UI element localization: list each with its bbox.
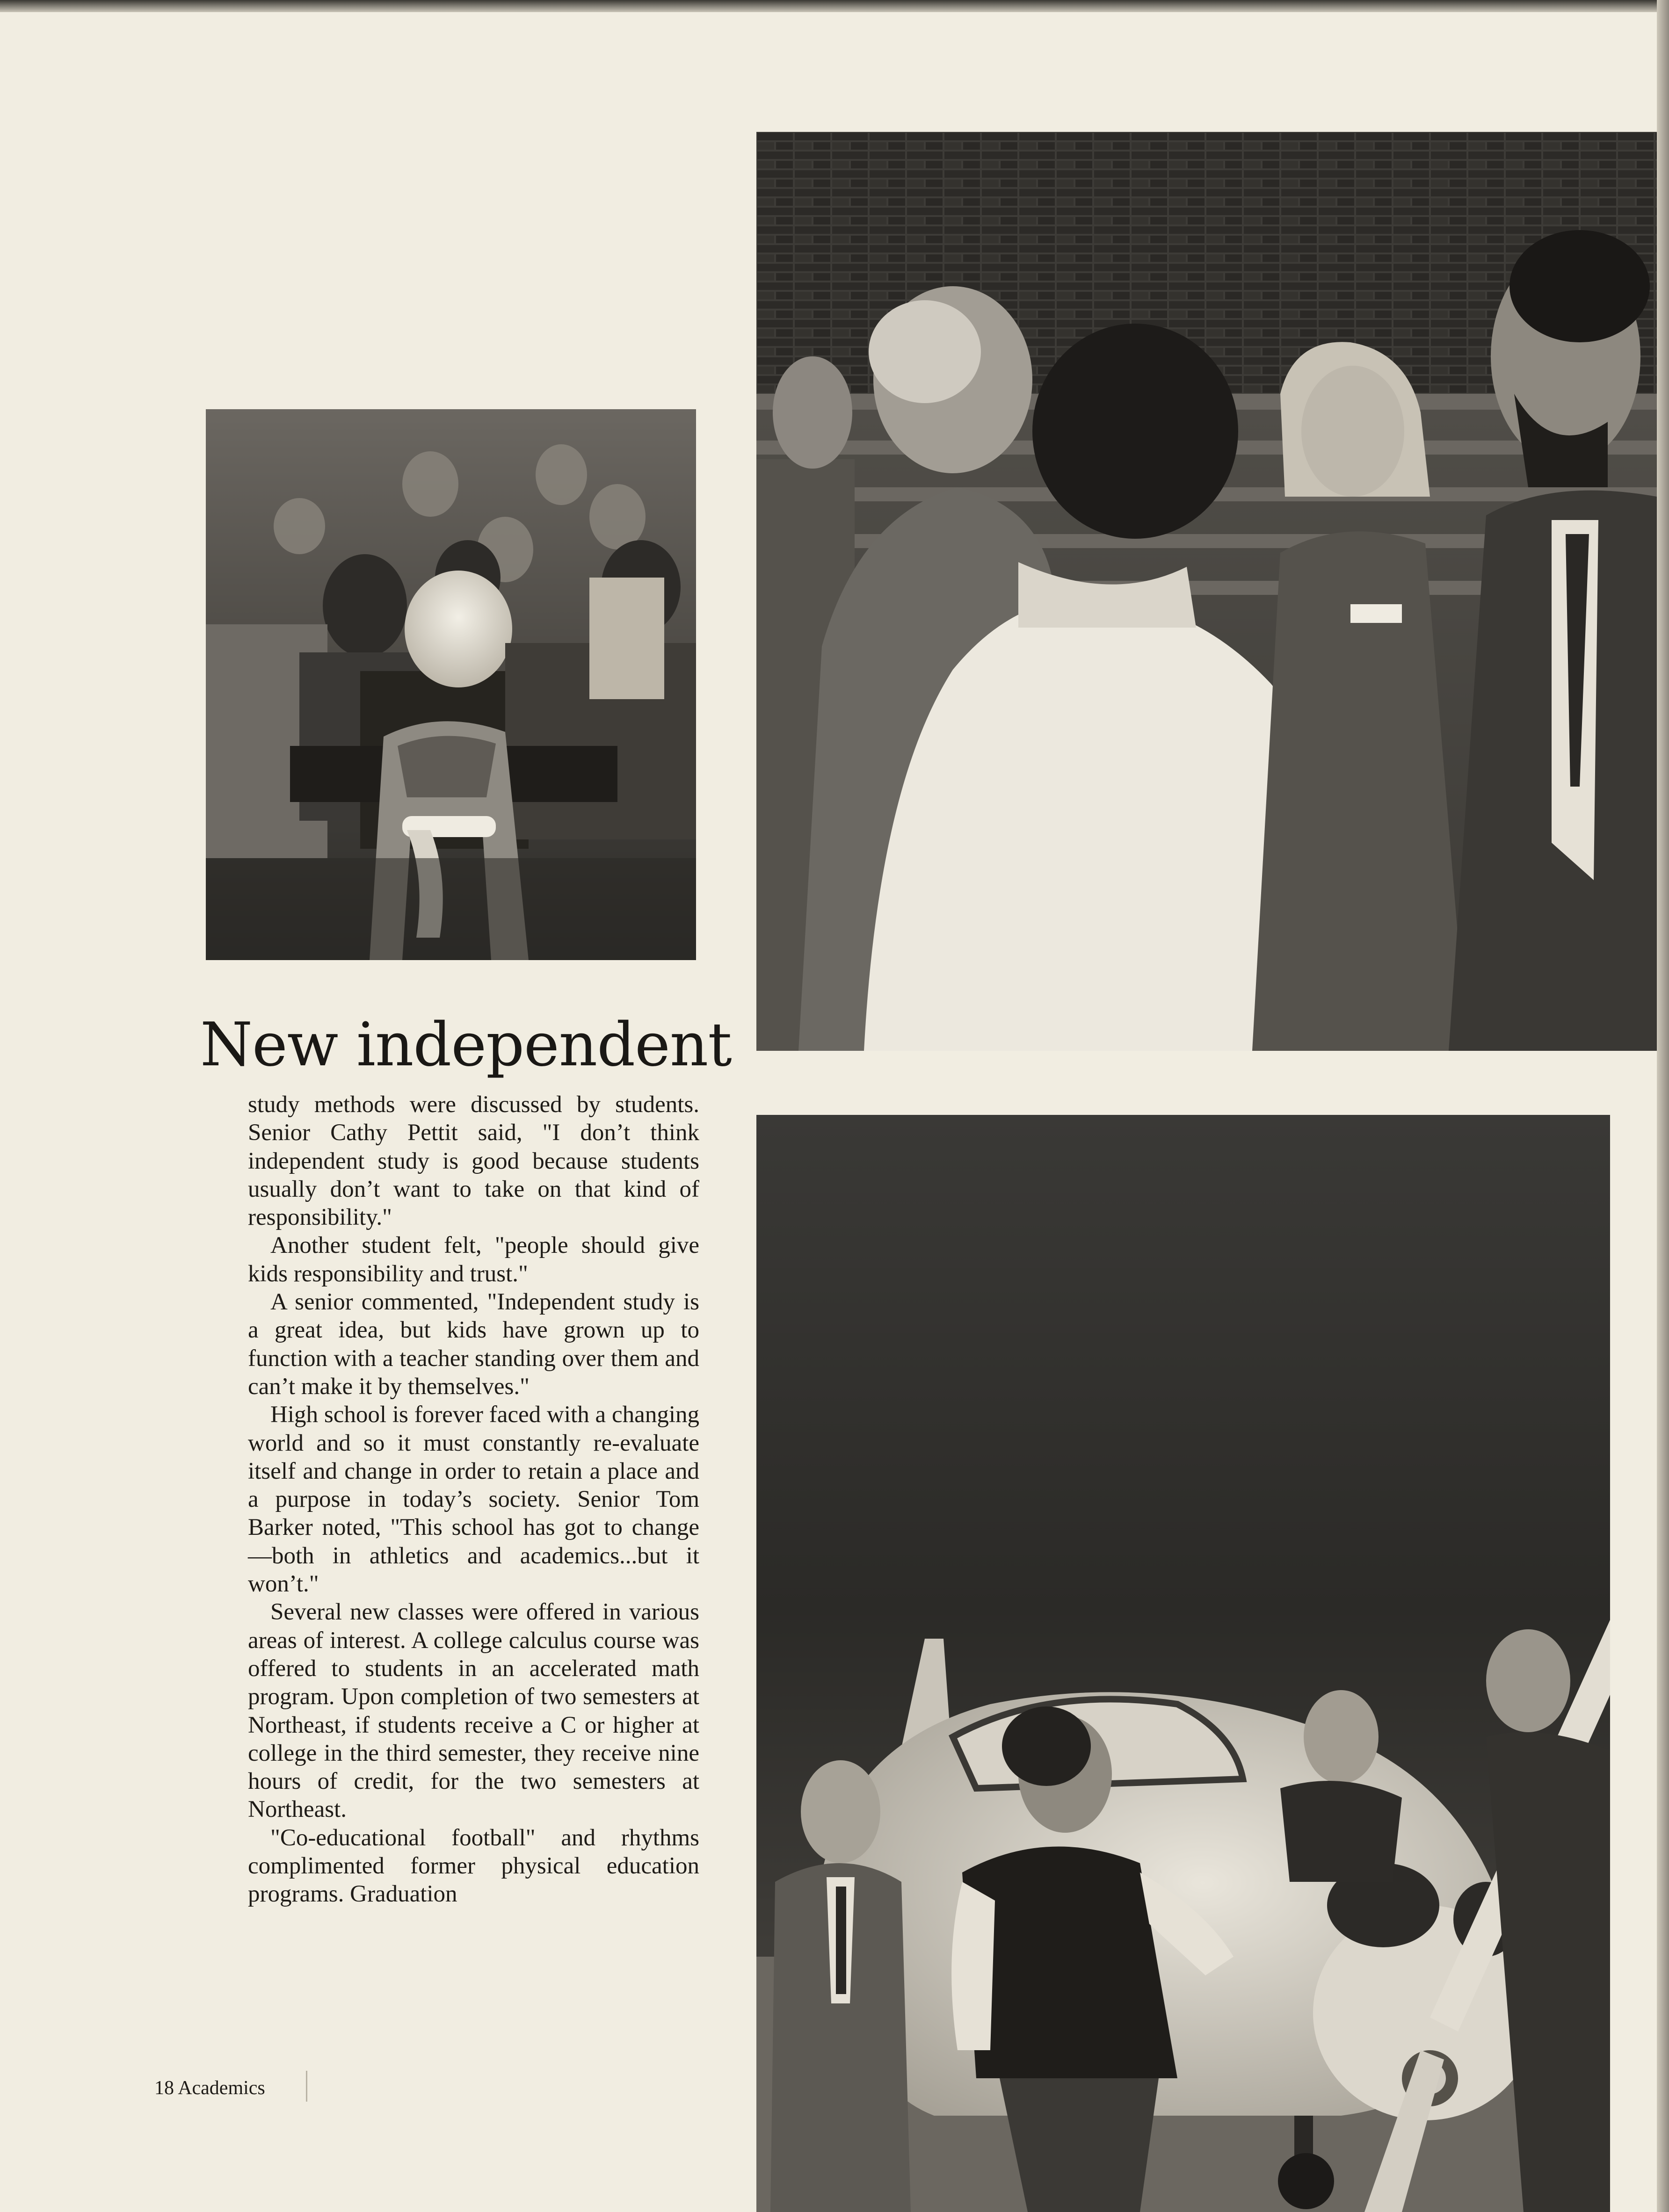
article-paragraph: study methods were discussed by students. Senior Cathy Pettit said, "I don’t think independent study is good because students usually don’t want to take on that kind of responsibility." — [248, 1092, 699, 1231]
article-paragraph: High school is forever faced with a changing world and so it must constantly re-evaluate itself and change in order to retain a place and a purpose in today’s society. Senior Tom Barker noted, "This school has got to change—both in athletics and academics...but it won’t." — [248, 1402, 699, 1598]
article-body — [248, 1091, 699, 1908]
article-paragraph: "Co-educational football" and rhythms complimented former physical education programs. Graduation — [248, 1824, 699, 1908]
airplane-photo — [756, 1115, 1610, 2212]
section-name: Academics — [178, 2077, 265, 2099]
students-studying-photo — [206, 409, 696, 960]
article-paragraph: Several new classes were offered in various areas of interest. A college calculus course was offered to students in an accelerated math program. Upon completion of two semesters at Northeast, if students receive a C or higher at college in the third semester, they receive nine hours of credit, for the two semesters at Northeast. — [248, 1599, 699, 1823]
page-top-edge — [0, 0, 1669, 12]
article-paragraph: Another student felt, "people should give kids responsibility and trust." — [248, 1232, 699, 1287]
page-folio — [154, 2076, 265, 2100]
page-binding-edge — [1657, 0, 1669, 2212]
page-number: 18 — [154, 2077, 174, 2099]
folio-divider — [306, 2071, 307, 2102]
article-paragraph: A senior commented, "Independent study is a great idea, but kids have grown up to function with a teacher standing over them and can’t make it by themselves." — [248, 1289, 699, 1400]
reception-photo — [756, 132, 1657, 1051]
article-headline: New independent — [200, 1010, 732, 1080]
